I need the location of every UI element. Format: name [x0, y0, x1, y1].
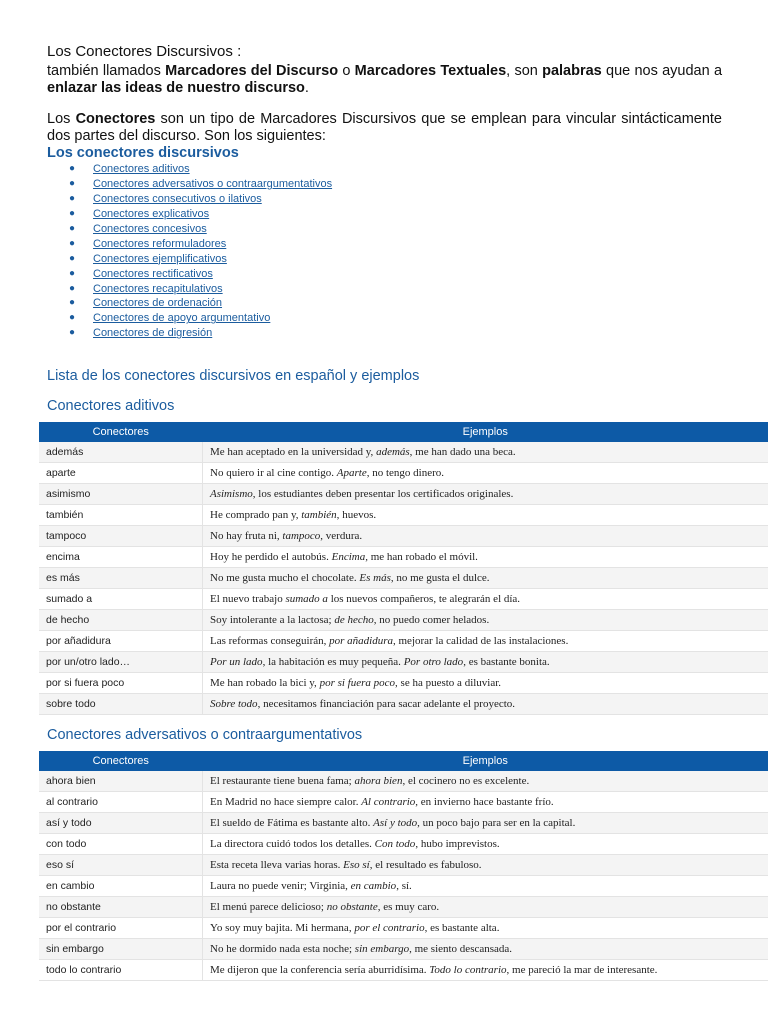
italic-text: Todo lo contrario [429, 964, 507, 976]
table-row [39, 939, 768, 960]
table-row [39, 673, 768, 694]
intro-paragraph-1 [47, 63, 722, 96]
bold-text: Marcadores Textuales [354, 63, 507, 79]
example-cell [203, 813, 768, 834]
connector-cell: por si fuera poco [39, 673, 203, 694]
text-run: Soy intolerante a la lactosa; [210, 614, 335, 626]
text-run: , son [506, 63, 543, 79]
example-cell [203, 960, 768, 981]
connector-cell: ahora bien [39, 771, 203, 792]
text-run: , es bastante bonita. [463, 656, 550, 668]
example-cell [203, 589, 768, 610]
toc-item [47, 177, 447, 192]
table-row [39, 771, 768, 792]
connector-cell: encima [39, 547, 203, 568]
connector-cell: así y todo [39, 813, 203, 834]
column-header-connectors: Conectores [39, 422, 203, 442]
connector-cell: en cambio [39, 876, 203, 897]
italic-text: Al contrario [361, 796, 416, 808]
text-run: o [338, 63, 355, 79]
toc-item [47, 296, 447, 311]
example-cell [203, 897, 768, 918]
table-row [39, 631, 768, 652]
connector-cell: también [39, 505, 203, 526]
table-row [39, 484, 768, 505]
italic-text: sin embargo [354, 943, 410, 955]
italic-text: por si fuera poco [319, 677, 396, 689]
toc-link[interactable]: Conectores reformuladores [93, 237, 227, 250]
table-row [39, 792, 768, 813]
text-run: No me gusta mucho el chocolate. [210, 572, 360, 584]
italic-text: además [376, 446, 410, 458]
document-title: Los Conectores Discursivos : [47, 43, 242, 60]
italic-text: Con todo [374, 838, 416, 850]
example-cell [203, 855, 768, 876]
text-run: , mejorar la calidad de las instalaciones. [393, 635, 569, 647]
toc-link[interactable]: Conectores explicativos [93, 207, 210, 220]
text-run: , el resultado es fabuloso. [369, 859, 482, 871]
table-row [39, 876, 768, 897]
text-run: El nuevo trabajo [210, 593, 286, 605]
text-run: , verdura. [320, 530, 363, 542]
toc-link[interactable]: Conectores concesivos [93, 222, 207, 235]
text-run: , es muy caro. [377, 901, 440, 913]
bullet-icon: ● [69, 177, 76, 189]
table-row [39, 855, 768, 876]
connector-cell: sobre todo [39, 694, 203, 715]
toc-list [47, 162, 447, 341]
example-cell [203, 652, 768, 673]
connector-cell: asimismo [39, 484, 203, 505]
table-row [39, 526, 768, 547]
text-run: son un tipo de Marcadores Discursivos que se emplean para vincular sintácticamente dos partes del discurso. Son los siguientes: [47, 111, 722, 144]
example-cell [203, 771, 768, 792]
connector-cell: por un/otro lado… [39, 652, 203, 673]
connector-cell: aparte [39, 463, 203, 484]
connector-cell: todo lo contrario [39, 960, 203, 981]
text-run: Los [47, 111, 76, 127]
italic-text: Encima, [331, 551, 368, 563]
toc-item [47, 192, 447, 207]
section-title-aditivos: Conectores aditivos [47, 398, 175, 414]
toc-link[interactable]: Conectores de digresión [93, 327, 213, 340]
table-row [39, 897, 768, 918]
table-adversativos [39, 751, 768, 981]
toc-item [47, 326, 447, 341]
italic-text: sumado a [285, 593, 328, 605]
italic-text: tampoco [282, 530, 321, 542]
bullet-icon: ● [69, 327, 76, 339]
column-header-connectors: Conectores [39, 751, 203, 771]
toc-item [47, 311, 447, 326]
toc-item [47, 162, 447, 177]
table-aditivos [39, 422, 768, 715]
example-cell [203, 876, 768, 897]
text-run: que nos ayudan a [601, 63, 723, 79]
table-header-row [39, 422, 768, 442]
toc-item [47, 207, 447, 222]
text-run: No hay fruta ni, [210, 530, 283, 542]
table-row [39, 547, 768, 568]
text-run: Esta receta lleva varias horas. [210, 859, 344, 871]
example-cell [203, 526, 768, 547]
text-run: , es bastante alta. [424, 922, 500, 934]
example-cell [203, 610, 768, 631]
example-cell [203, 673, 768, 694]
table-row [39, 568, 768, 589]
example-cell [203, 694, 768, 715]
column-header-examples: Ejemplos [203, 751, 768, 771]
text-run: , hubo imprevistos. [415, 838, 500, 850]
example-cell [203, 463, 768, 484]
table-row [39, 834, 768, 855]
table-row [39, 610, 768, 631]
bold-text: Conectores [75, 111, 156, 127]
text-run: No he dormido nada esta noche; [210, 943, 355, 955]
text-run: , me siento descansada. [409, 943, 513, 955]
italic-text: Sobre todo [210, 698, 258, 710]
list-title: Lista de los conectores discursivos en español y ejemplos [47, 368, 420, 384]
text-run: , me han dado una beca. [409, 446, 516, 458]
table-row [39, 813, 768, 834]
table-row [39, 589, 768, 610]
bullet-icon: ● [69, 207, 76, 219]
example-cell [203, 505, 768, 526]
toc-item [47, 252, 447, 267]
text-run: Hoy he perdido el autobús. [210, 551, 332, 563]
connector-cell: sumado a [39, 589, 203, 610]
toc-link[interactable]: Conectores aditivos [93, 163, 190, 175]
italic-text: en cambio [350, 880, 397, 892]
bullet-icon: ● [69, 282, 76, 294]
text-run: Las reformas conseguirán, [210, 635, 330, 647]
italic-text: ahora bien [354, 775, 403, 787]
text-run: El sueldo de Fátima es bastante alto. [210, 817, 374, 829]
section-title-adversativos: Conectores adversativos o contraargumentativos [47, 727, 363, 743]
connector-cell: de hecho [39, 610, 203, 631]
italic-text: Por otro lado [403, 656, 464, 668]
text-run: En Madrid no hace siempre calor. [210, 796, 362, 808]
text-run: Me dijeron que la conferencia sería aburridísima. [210, 964, 430, 976]
text-run: los nuevos compañeros, te alegrarán el día. [327, 593, 521, 605]
italic-text: no obstante [326, 901, 378, 913]
text-run: , no tengo dinero. [366, 467, 445, 479]
text-run: , sí. [396, 880, 412, 892]
italic-text: Así y todo [373, 817, 418, 829]
toc-link[interactable]: Conectores de apoyo argumentativo [93, 312, 271, 325]
connector-cell: eso sí [39, 855, 203, 876]
example-cell [203, 568, 768, 589]
toc-item [47, 222, 447, 237]
toc-item [47, 282, 447, 297]
bullet-icon: ● [69, 267, 76, 279]
connector-cell: por añadidura [39, 631, 203, 652]
toc-link[interactable]: Conectores de ordenación [93, 297, 223, 310]
connector-cell: por el contrario [39, 918, 203, 939]
connector-cell: tampoco [39, 526, 203, 547]
italic-text: por el contrario [354, 922, 425, 934]
toc-link[interactable]: Conectores ejemplificativos [93, 252, 227, 265]
text-run: El restaurante tiene buena fama; [210, 775, 355, 787]
toc-link[interactable]: Conectores recapitulativos [93, 282, 223, 295]
italic-text: Aparte [336, 467, 367, 479]
text-run: , un poco bajo para ser en la capital. [417, 817, 576, 829]
text-run: . [304, 79, 309, 96]
text-run: Yo soy muy bajita. Mi hermana, [210, 922, 355, 934]
table-row [39, 463, 768, 484]
toc-link[interactable]: Conectores consecutivos o ilativos [93, 192, 262, 205]
connector-cell: con todo [39, 834, 203, 855]
toc-item [47, 237, 447, 252]
text-run: me han robado el móvil. [367, 551, 478, 563]
table-row [39, 505, 768, 526]
bullet-icon: ● [69, 192, 76, 204]
intro-paragraph-2 [47, 111, 722, 144]
table-row [39, 442, 768, 463]
bullet-icon: ● [69, 237, 76, 249]
example-cell [203, 547, 768, 568]
bullet-icon: ● [69, 252, 76, 264]
bullet-icon: ● [69, 297, 76, 309]
text-run: , necesitamos financiación para sacar adelante el proyecto. [257, 698, 516, 710]
table-row [39, 960, 768, 981]
connector-cell: no obstante [39, 897, 203, 918]
bullet-icon: ● [69, 312, 76, 324]
text-run: La directora cuidó todos los detalles. [210, 838, 375, 850]
table-row [39, 652, 768, 673]
italic-text: Por un lado [210, 656, 263, 668]
bold-text: Marcadores del Discurso [165, 63, 339, 79]
italic-text: Eso sí [343, 859, 370, 871]
text-run: Me han robado la bici y, [210, 677, 320, 689]
connector-cell: sin embargo [39, 939, 203, 960]
italic-text: por añadidura [329, 635, 393, 647]
example-cell [203, 834, 768, 855]
bold-text: palabras [542, 63, 602, 79]
column-header-examples: Ejemplos [203, 422, 768, 442]
example-cell [203, 484, 768, 505]
toc-link[interactable]: Conectores adversativos o contraargumentativos [93, 177, 333, 190]
text-run: , en invierno hace bastante frío. [415, 796, 554, 808]
text-run: huevos. [339, 509, 377, 521]
bullet-icon: ● [69, 163, 76, 174]
example-cell [203, 918, 768, 939]
text-run: , no puedo comer helados. [373, 614, 490, 626]
text-run: No quiero ir al cine contigo. [210, 467, 337, 479]
text-run: Me han aceptado en la universidad y, [210, 446, 377, 458]
text-run: He comprado pan y, [210, 509, 302, 521]
italic-text: Es más [359, 572, 391, 584]
example-cell [203, 792, 768, 813]
bold-text: enlazar las ideas de nuestro discurso [47, 79, 305, 96]
bullet-icon: ● [69, 222, 76, 234]
toc-item [47, 267, 447, 282]
connector-cell: al contrario [39, 792, 203, 813]
table-row [39, 694, 768, 715]
connector-cell: además [39, 442, 203, 463]
text-run: también llamados [47, 63, 166, 79]
example-cell [203, 442, 768, 463]
text-run: , se ha puesto a diluviar. [395, 677, 502, 689]
example-cell [203, 939, 768, 960]
text-run: , no me gusta el dulce. [390, 572, 490, 584]
text-run: El menú parece delicioso; [210, 901, 327, 913]
text-run: , los estudiantes deben presentar los certificados originales. [252, 488, 514, 500]
example-cell [203, 631, 768, 652]
table-row [39, 918, 768, 939]
table-header-row [39, 751, 768, 771]
toc-heading: Los conectores discursivos [47, 145, 239, 161]
text-run: , el cocinero no es excelente. [402, 775, 530, 787]
toc-link[interactable]: Conectores rectificativos [93, 267, 213, 280]
text-run: , me pareció la mar de interesante. [506, 964, 658, 976]
italic-text: de hecho [334, 614, 374, 626]
text-run: Laura no puede venir; Virginia, [210, 880, 351, 892]
italic-text: también, [301, 509, 340, 521]
connector-cell: es más [39, 568, 203, 589]
text-run: , la habitación es muy pequeña. [262, 656, 404, 668]
italic-text: Asimismo [210, 488, 253, 500]
